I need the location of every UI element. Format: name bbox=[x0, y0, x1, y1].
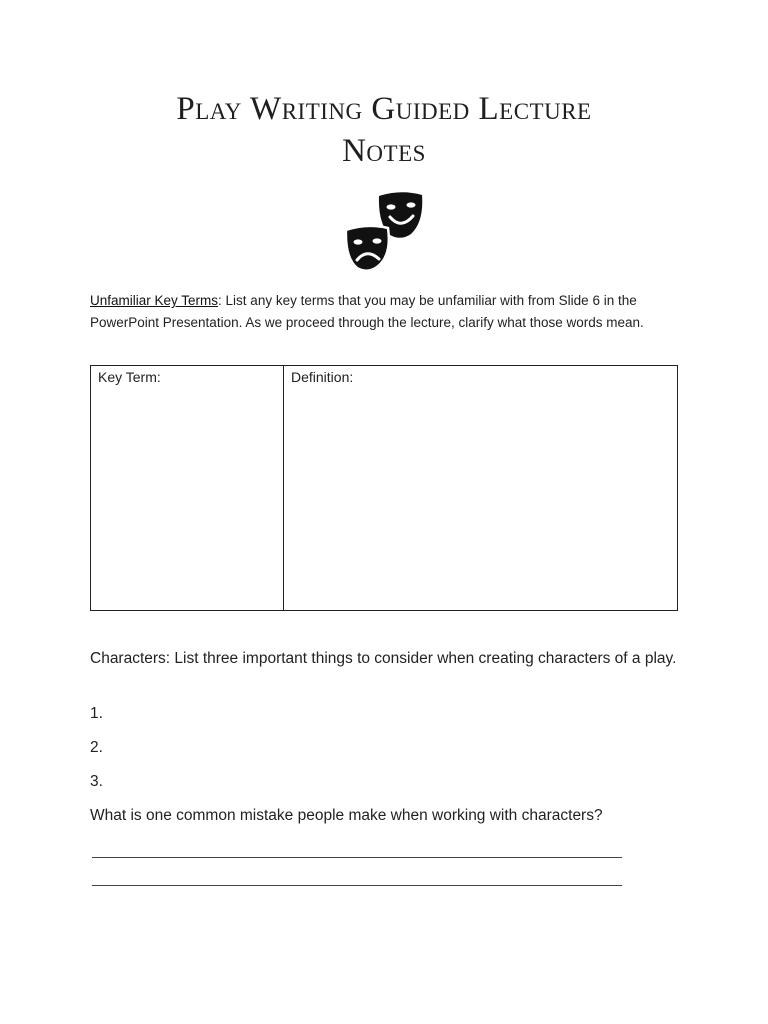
key-terms-table bbox=[90, 365, 678, 611]
answer-line[interactable] bbox=[92, 885, 622, 886]
answer-item-1: 1. bbox=[90, 705, 103, 722]
key-terms-instructions bbox=[90, 290, 680, 333]
answer-item-3: 3. bbox=[90, 773, 103, 790]
key-term-column[interactable] bbox=[91, 366, 284, 610]
page-title bbox=[60, 88, 708, 172]
title-line-1: Play Writing Guided Lecture bbox=[176, 91, 592, 127]
comedy-tragedy-masks-icon bbox=[343, 190, 427, 274]
key-terms-instruction-text: : List any key terms that you may be unfamiliar with from Slide 6 in the PowerPoint Presentation. As we proceed through the lecture, clarify what those words mean. bbox=[90, 293, 644, 330]
key-terms-label: Unfamiliar Key Terms bbox=[90, 293, 219, 308]
definition-header: Definition: bbox=[291, 369, 354, 385]
mistake-question: What is one common mistake people make when working with characters? bbox=[90, 807, 603, 824]
characters-prompt: Characters: List three important things to consider when creating characters of a play. bbox=[90, 650, 677, 667]
answer-item-2: 2. bbox=[90, 739, 103, 756]
definition-column[interactable] bbox=[284, 366, 677, 610]
answer-line[interactable] bbox=[92, 857, 622, 858]
tragedy-mask-icon bbox=[346, 226, 389, 271]
key-term-header: Key Term: bbox=[98, 369, 161, 385]
title-line-2: Notes bbox=[342, 133, 426, 169]
